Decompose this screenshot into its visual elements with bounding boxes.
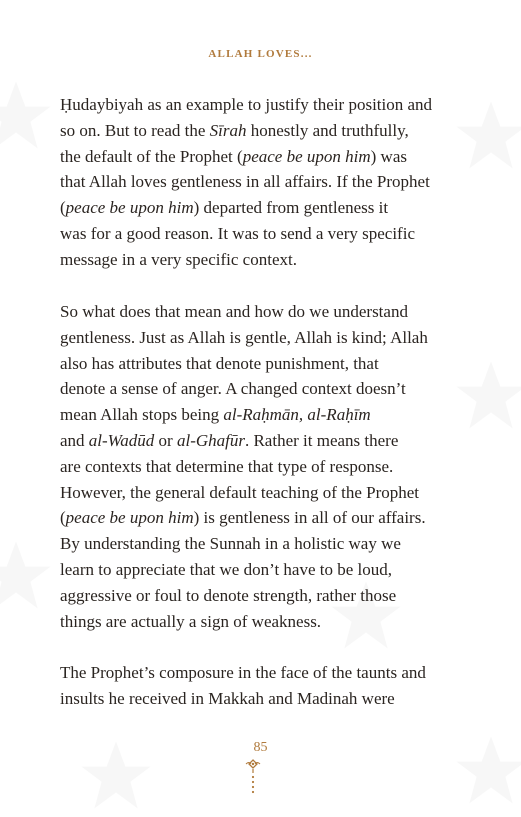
text-line bbox=[60, 118, 460, 144]
text-line bbox=[60, 686, 460, 712]
text-line bbox=[60, 169, 460, 195]
text-line bbox=[60, 505, 460, 531]
text-line bbox=[60, 247, 460, 273]
text-run: insults he received in Makkah and Madinah were bbox=[60, 688, 395, 708]
text-run: denote a sense of anger. A changed context doesn’t bbox=[60, 379, 406, 399]
text-line bbox=[60, 92, 460, 118]
text-line bbox=[60, 402, 460, 428]
text-run: ( bbox=[60, 508, 66, 528]
body-paragraph-1 bbox=[60, 92, 460, 273]
text-run: mean Allah stops being bbox=[60, 405, 224, 425]
italic-run: peace be upon him bbox=[242, 146, 371, 166]
text-run: message in a very specific context. bbox=[60, 249, 297, 269]
italic-run: al-Ghafūr bbox=[176, 430, 245, 450]
watermark-star-icon bbox=[455, 360, 521, 432]
running-head-title: ALLAH LOVES... bbox=[208, 48, 313, 60]
text-line bbox=[60, 660, 460, 686]
text-run: are contexts that determine that type of response. bbox=[60, 456, 394, 476]
text-run: aggressive or foul to denote strength, rather those bbox=[60, 585, 397, 605]
text-run: was for a good reason. It was to send a very specific bbox=[60, 223, 415, 243]
ornament-flourish-icon bbox=[243, 758, 263, 798]
text-line bbox=[60, 480, 460, 506]
page-number: 85 bbox=[253, 740, 268, 755]
text-line bbox=[60, 583, 460, 609]
text-run: ( bbox=[60, 198, 66, 218]
text-run: However, the general default teaching of the Prophet bbox=[60, 482, 420, 502]
text-line bbox=[60, 454, 460, 480]
text-line bbox=[60, 557, 460, 583]
italic-run: al-Wadūd bbox=[88, 430, 155, 450]
text-run: The Prophet’s composure in the face of the taunts and bbox=[60, 663, 426, 682]
text-line bbox=[60, 221, 460, 247]
watermark-star-icon bbox=[0, 80, 52, 152]
text-run: honestly and truthfully, bbox=[246, 120, 409, 140]
text-run: also has attributes that denote punishment, that bbox=[60, 353, 379, 373]
italic-run: peace be upon him bbox=[65, 198, 194, 218]
text-run: gentleness. Just as Allah is gentle, Allah is kind; Allah bbox=[60, 327, 428, 347]
text-run: Ḥudaybiyah as an example to justify their position and bbox=[60, 95, 433, 114]
text-line bbox=[60, 195, 460, 221]
text-line bbox=[60, 531, 460, 557]
text-run: so on. But to read the bbox=[60, 120, 210, 140]
body-paragraph-2 bbox=[60, 299, 460, 634]
text-line bbox=[60, 428, 460, 454]
text-line bbox=[60, 351, 460, 377]
text-run: ) is gentleness in all of our affairs. bbox=[193, 508, 426, 528]
text-run: ) was bbox=[370, 146, 407, 166]
text-line bbox=[60, 325, 460, 351]
text-run: . Rather it means there bbox=[244, 430, 399, 450]
text-run: that Allah loves gentleness in all affairs. If the Prophet bbox=[60, 172, 430, 192]
watermark-star-icon bbox=[455, 100, 521, 172]
body-paragraph-3 bbox=[60, 660, 460, 712]
text-run: learn to appreciate that we don’t have to be loud, bbox=[60, 559, 393, 579]
text-run: By understanding the Sunnah in a holistic way we bbox=[60, 534, 401, 554]
text-run: or bbox=[154, 430, 177, 450]
text-run: So what does that mean and how do we understand bbox=[60, 302, 408, 321]
text-line bbox=[60, 144, 460, 170]
text-run: and bbox=[60, 430, 89, 450]
text-line bbox=[60, 609, 460, 635]
italic-run: al-Raḥmān, al-Raḥīm bbox=[223, 405, 371, 425]
italic-run: Sīrah bbox=[209, 120, 247, 140]
text-run: things are actually a sign of weakness. bbox=[60, 611, 322, 631]
text-line bbox=[60, 299, 460, 325]
text-run: the default of the Prophet ( bbox=[60, 146, 243, 166]
watermark-star-icon bbox=[0, 540, 52, 612]
text-run: ) departed from gentleness it bbox=[193, 198, 389, 218]
italic-run: peace be upon him bbox=[65, 508, 194, 528]
text-line bbox=[60, 376, 460, 402]
